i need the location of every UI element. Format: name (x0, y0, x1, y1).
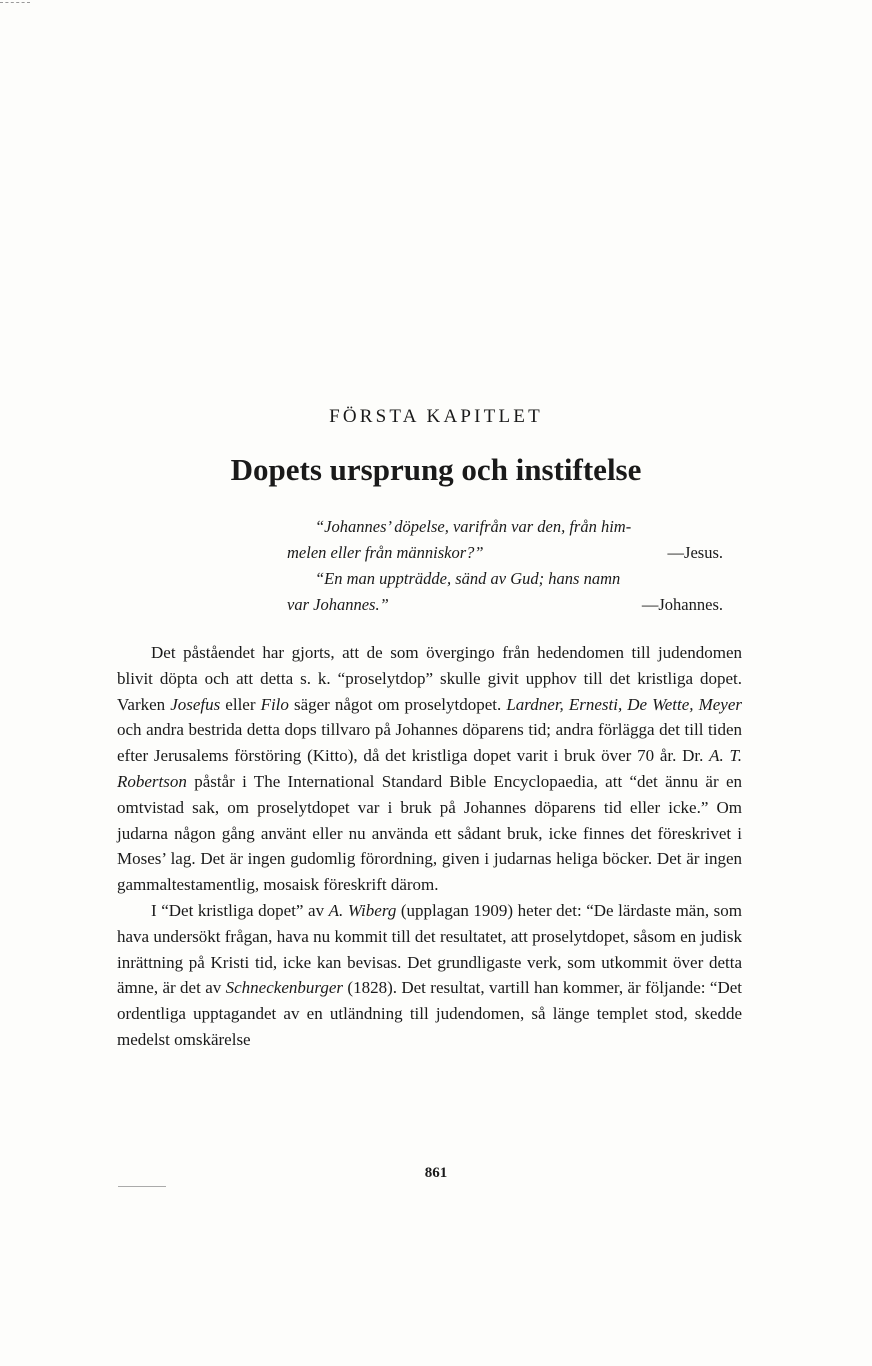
author-name: A. Wiberg (328, 900, 397, 920)
author-name: A. T. Robertson (117, 746, 743, 791)
text-run: säger något om proselytdopet. (288, 694, 507, 714)
epigraph-line: var Johannes.” (287, 595, 389, 614)
paragraph (117, 898, 742, 1053)
paragraph (117, 640, 742, 898)
text-run: (1828). Det resultat, vartill han kommer, är följande: “Det ordentliga upptagandet av en utländning till judendomen, så länge templet stod, skedde medelst omskärelse (117, 978, 742, 1049)
author-name: Josefus (170, 694, 221, 714)
epigraph-johannes (287, 566, 745, 618)
text-run: Det påståendet har gjorts, att de som övergingo från hedendomen till judendomen blivit döpta och att detta s. k. “proselytdop” skulle givit upphov till det kristliga dopet. Varken (117, 643, 742, 714)
epigraph-line: “Johannes’ döpelse, varifrån var den, från him- (315, 517, 632, 536)
page-title: Dopets ursprung och instiftelse (230, 452, 642, 487)
author-name: Schneckenburger (225, 978, 344, 998)
text-run: eller (220, 694, 261, 714)
text-run: och andra bestrida detta dops tillvaro på Johannes döparens tid; andra förlägga det till tiden efter Jerusalems förstöring (Kitto), då det kristliga dopet varit i bruk över 70 år. Dr. (117, 720, 742, 766)
author-name: Lardner, Ernesti, De Wette, Meyer (506, 694, 742, 714)
author-name: Filo (260, 694, 289, 714)
page-number: 861 (424, 1165, 448, 1181)
text-run: (upplagan 1909) heter det: “De lärdaste män, som hava undersökt frågan, hava nu kommit till det resultatet, att proselytdopet, såsom en judisk inrättning på Kristi tid, icke kan bevisas. Det grundligaste verk, som utkommit över detta ämne, är det av (117, 900, 743, 998)
text-run: I “Det kristliga dopet” av (151, 900, 329, 920)
top-margin-mark (0, 2, 30, 3)
footer-rule (118, 1186, 166, 1187)
body-text (117, 640, 742, 1053)
epigraph-line: melen eller från människor?” (287, 543, 484, 562)
chapter-heading: FÖRSTA KAPITLET (329, 406, 543, 427)
epigraph-attribution: —Jesus. (667, 543, 723, 562)
epigraph-attribution: —Johannes. (641, 595, 723, 614)
epigraph-jesus (287, 514, 745, 566)
text-run: påstår i The International Standard Bible Encyclopaedia, att “det ännu är en omtvistad sak, om proselytdopet var i bruk på Johannes döparens tid eller icke.” Om judarna någon gång använt eller nu använda ett sådant bruk, icke finnes det föreskrivet i Moses’ lag. Det är ingen gudomlig förordning, given i judarnas heliga böcker. Det är ingen gammaltestamentlig, mosaisk föreskrift därom. (117, 771, 742, 895)
epigraph-line: “En man uppträdde, sänd av Gud; hans namn (315, 569, 621, 588)
